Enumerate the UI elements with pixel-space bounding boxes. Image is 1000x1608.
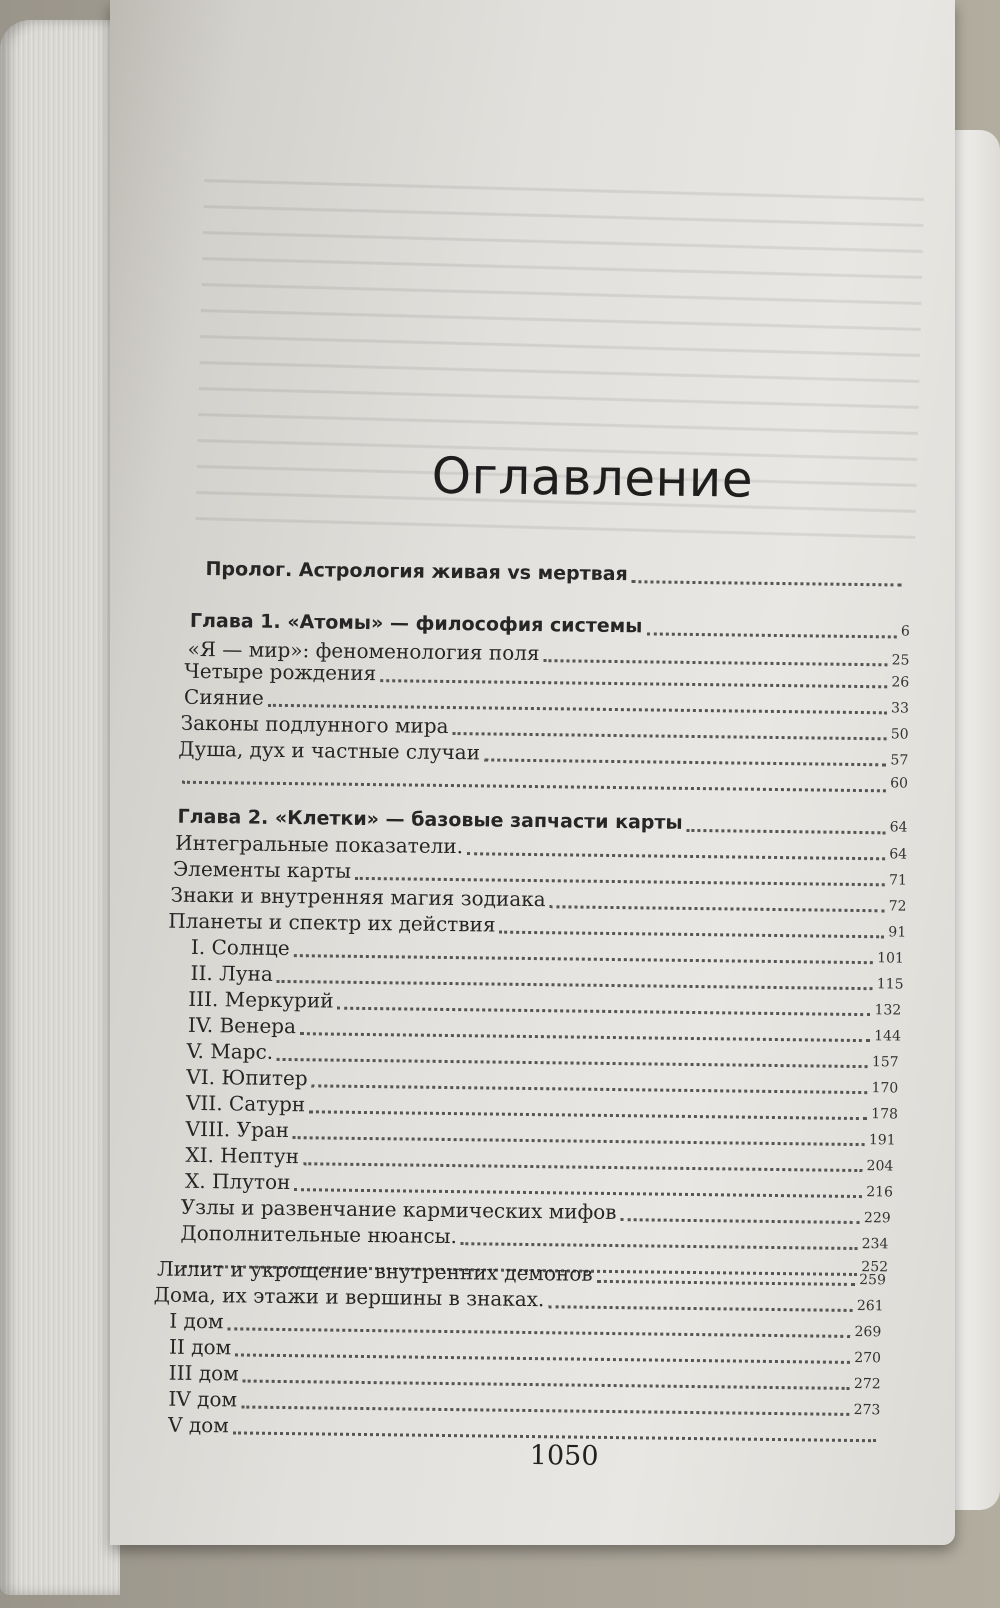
toc-entry-title: Сияние — [183, 684, 264, 710]
toc-leader-dots — [484, 744, 887, 766]
page-number: 1050 — [529, 1440, 599, 1472]
toc-entry-page: 64 — [889, 819, 908, 836]
toc-entry-title: X. Плутон — [184, 1168, 291, 1195]
toc-leader-dots — [646, 618, 897, 638]
toc-entry-page: 261 — [856, 1298, 884, 1315]
toc-entry-page: 157 — [871, 1054, 899, 1071]
toc-leader-dots — [182, 766, 886, 792]
toc-leader-dots — [268, 689, 888, 714]
toc-leader-dots — [355, 862, 885, 885]
toc-entry-page: 57 — [890, 752, 909, 769]
toc-leader-dots — [277, 965, 873, 989]
toc-entry-page: 234 — [861, 1236, 889, 1253]
toc-heading: Оглавление — [431, 446, 754, 509]
toc-entry-page: 191 — [868, 1132, 896, 1149]
toc-entry-title: VIII. Уран — [185, 1116, 290, 1143]
toc-entry-page: 26 — [891, 674, 910, 691]
toc-entry-page: 259 — [859, 1272, 887, 1289]
toc-entry-page: 178 — [871, 1106, 899, 1123]
toc-leader-dots — [597, 1265, 856, 1285]
toc-leader-dots — [461, 1228, 858, 1250]
toc-entry — [205, 556, 905, 591]
page-stack — [0, 20, 120, 1595]
toc-entry-title: IV дом — [168, 1386, 238, 1412]
toc-entry-page: 204 — [866, 1158, 894, 1175]
toc-entry-title: Узлы и развенчание кармических мифов — [180, 1194, 617, 1225]
toc-leader-dots — [294, 1174, 862, 1198]
toc-entry-page: 72 — [888, 898, 907, 915]
toc-entry-title: Интегральные показатели. — [175, 830, 464, 859]
toc-entry-page: 50 — [890, 726, 909, 743]
toc-leader-dots — [548, 1291, 853, 1312]
toc-entry-title: Пролог. Астрология живая vs мертвая — [205, 558, 628, 586]
toc-entry-title: Дополнительные нюансы. — [180, 1220, 458, 1249]
toc-entry-page: 273 — [853, 1401, 881, 1419]
page-content — [110, 0, 955, 1545]
toc-entry-page: 272 — [853, 1375, 881, 1393]
toc-entry-page: 101 — [877, 950, 904, 967]
toc-leader-dots — [277, 1043, 868, 1067]
book-page — [110, 0, 955, 1545]
toc-entry-title: III. Меркурий — [188, 986, 334, 1013]
toc-leader-dots — [499, 916, 884, 938]
toc-leader-dots — [293, 1122, 865, 1146]
toc-entry-page: 170 — [871, 1080, 899, 1097]
toc-entry-title: Душа, дух и частные случаи — [178, 736, 481, 765]
toc-leader-dots — [243, 1365, 850, 1389]
toc-entry-title: Лилит и укрощение внутренних демонов — [156, 1256, 593, 1286]
toc-entry-title: «Я — мир»: феноменология поля — [187, 636, 540, 666]
toc-entry-page: 270 — [854, 1349, 882, 1367]
toc-entry-page: 71 — [888, 872, 907, 889]
toc-leader-dots — [687, 814, 886, 833]
toc-leader-dots — [620, 1204, 860, 1224]
toc-leader-dots — [300, 1018, 870, 1042]
toc-entry-page: 33 — [890, 700, 910, 717]
toc-entry-page: 216 — [866, 1184, 894, 1201]
toc-entry-title: II дом — [168, 1334, 232, 1360]
toc-entry-title: XI. Нептун — [185, 1142, 300, 1169]
toc-leader-dots — [294, 940, 874, 964]
toc-entry-title: Глава 1. «Атомы» — философия системы — [189, 609, 643, 638]
toc-entry-page: 252 — [861, 1259, 889, 1276]
toc-leader-dots — [312, 1070, 868, 1094]
toc-leader-dots — [241, 1391, 850, 1415]
toc-entry-title: Знаки и внутренняя магия зодиака — [170, 882, 546, 912]
toc-entry-page: 144 — [874, 1028, 902, 1045]
toc-entry-title: V дом — [167, 1412, 229, 1438]
toc-entry-title: Дома, их этажи и вершины в знаках. — [153, 1282, 545, 1312]
toc-leader-dots — [380, 665, 887, 688]
toc-leader-dots — [235, 1339, 850, 1364]
toc-entry-page: 91 — [888, 924, 907, 941]
toc-entry-title: Планеты и спектр их действия — [168, 908, 496, 937]
toc-entry-page: 60 — [890, 775, 909, 792]
toc-entry-title: III дом — [168, 1360, 239, 1386]
toc-leader-dots — [303, 1148, 863, 1172]
toc-entry-title: Четыре рождения — [184, 658, 377, 686]
toc-entry-page: 269 — [854, 1323, 882, 1341]
toc-entry-page: 115 — [876, 976, 904, 993]
toc-entry-title: V. Марс. — [186, 1038, 274, 1064]
toc-entry-title: VI. Юпитер — [186, 1064, 308, 1091]
toc-leader-dots — [452, 718, 886, 740]
toc-list — [110, 0, 955, 1545]
toc-entry-page: 6 — [900, 623, 910, 640]
toc-entry-title: Законы подлунного мира — [180, 710, 449, 738]
toc-entry-page: 132 — [874, 1002, 902, 1019]
toc-leader-dots — [467, 838, 886, 860]
toc-entry-page: 229 — [863, 1210, 891, 1227]
toc-leader-dots — [550, 891, 885, 912]
toc-entry-title: Элементы карты — [172, 856, 352, 883]
toc-entry-title: VII. Сатурн — [185, 1090, 306, 1117]
toc-leader-dots — [227, 1313, 850, 1338]
toc-entry-title: Глава 2. «Клетки» — базовые запчасти карты — [177, 805, 683, 834]
toc-leader-dots — [337, 992, 870, 1016]
toc-leader-dots — [632, 566, 902, 586]
toc-entry-title: I. Солнце — [190, 934, 290, 961]
toc-entry-title: I дом — [169, 1308, 224, 1334]
toc-leader-dots — [309, 1096, 867, 1120]
toc-entry-title: II. Луна — [190, 960, 274, 986]
toc-entry-page: 25 — [891, 652, 910, 669]
toc-entry-title: IV. Венера — [187, 1012, 297, 1039]
toc-entry-page: 64 — [889, 846, 908, 863]
toc-leader-dots — [233, 1417, 876, 1442]
book-right-edge — [950, 130, 1000, 1510]
